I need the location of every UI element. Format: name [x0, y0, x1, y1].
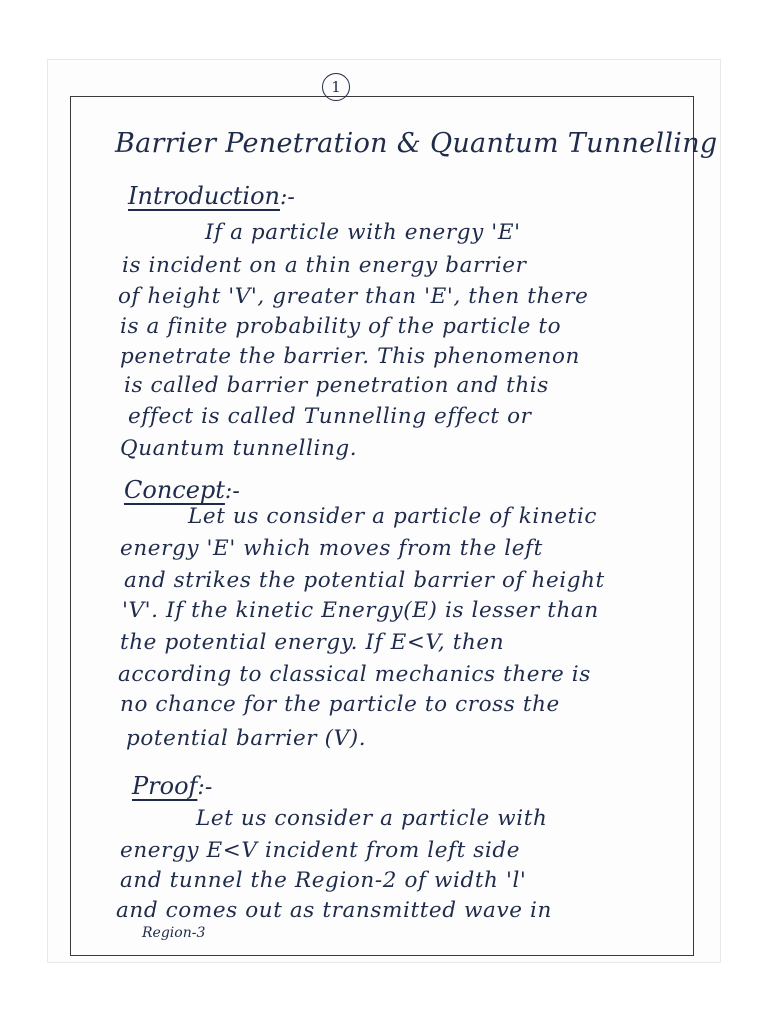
page-title: Barrier Penetration & Quantum Tunnelling	[115, 128, 718, 159]
text-line: Quantum tunnelling.	[120, 436, 358, 461]
heading-text: Concept	[124, 476, 225, 504]
text-line: is incident on a thin energy barrier	[122, 253, 527, 278]
text-line: energy 'E' which moves from the left	[120, 536, 543, 561]
text-line: the potential energy. If E<V, then	[120, 630, 505, 655]
text-line: according to classical mechanics there is	[118, 662, 591, 687]
margin-note: Region-3	[142, 925, 206, 941]
text-line: is a finite probability of the particle to	[120, 314, 562, 339]
section-heading-proof	[132, 772, 212, 800]
text-line: no chance for the particle to cross the	[120, 692, 560, 717]
text-line: and comes out as transmitted wave in	[116, 898, 552, 923]
section-heading-introduction	[128, 182, 295, 210]
text-line: Let us consider a particle of kinetic	[188, 504, 598, 529]
text-line: 'V'. If the kinetic Energy(E) is lesser than	[122, 598, 599, 623]
text-line: is called barrier penetration and this	[124, 373, 549, 398]
text-line: and tunnel the Region-2 of width 'l'	[120, 868, 527, 893]
text-line: of height 'V', greater than 'E', then there	[118, 284, 589, 309]
heading-text: Introduction	[128, 182, 280, 210]
text-line: and strikes the potential barrier of height	[124, 568, 605, 593]
text-line: energy E<V incident from left side	[120, 838, 521, 863]
text-line: penetrate the barrier. This phenomenon	[120, 344, 580, 369]
text-line: Let us consider a particle with	[196, 806, 548, 831]
text-line: If a particle with energy 'E'	[205, 220, 521, 245]
section-heading-concept	[124, 476, 240, 504]
text-line: effect is called Tunnelling effect or	[128, 404, 532, 429]
page-number: 1	[322, 73, 350, 101]
heading-text: Proof	[132, 772, 198, 800]
heading-suffix: :-	[224, 479, 240, 504]
heading-suffix: :-	[280, 185, 295, 210]
heading-suffix: :-	[197, 775, 213, 800]
text-line: potential barrier (V).	[126, 726, 367, 751]
